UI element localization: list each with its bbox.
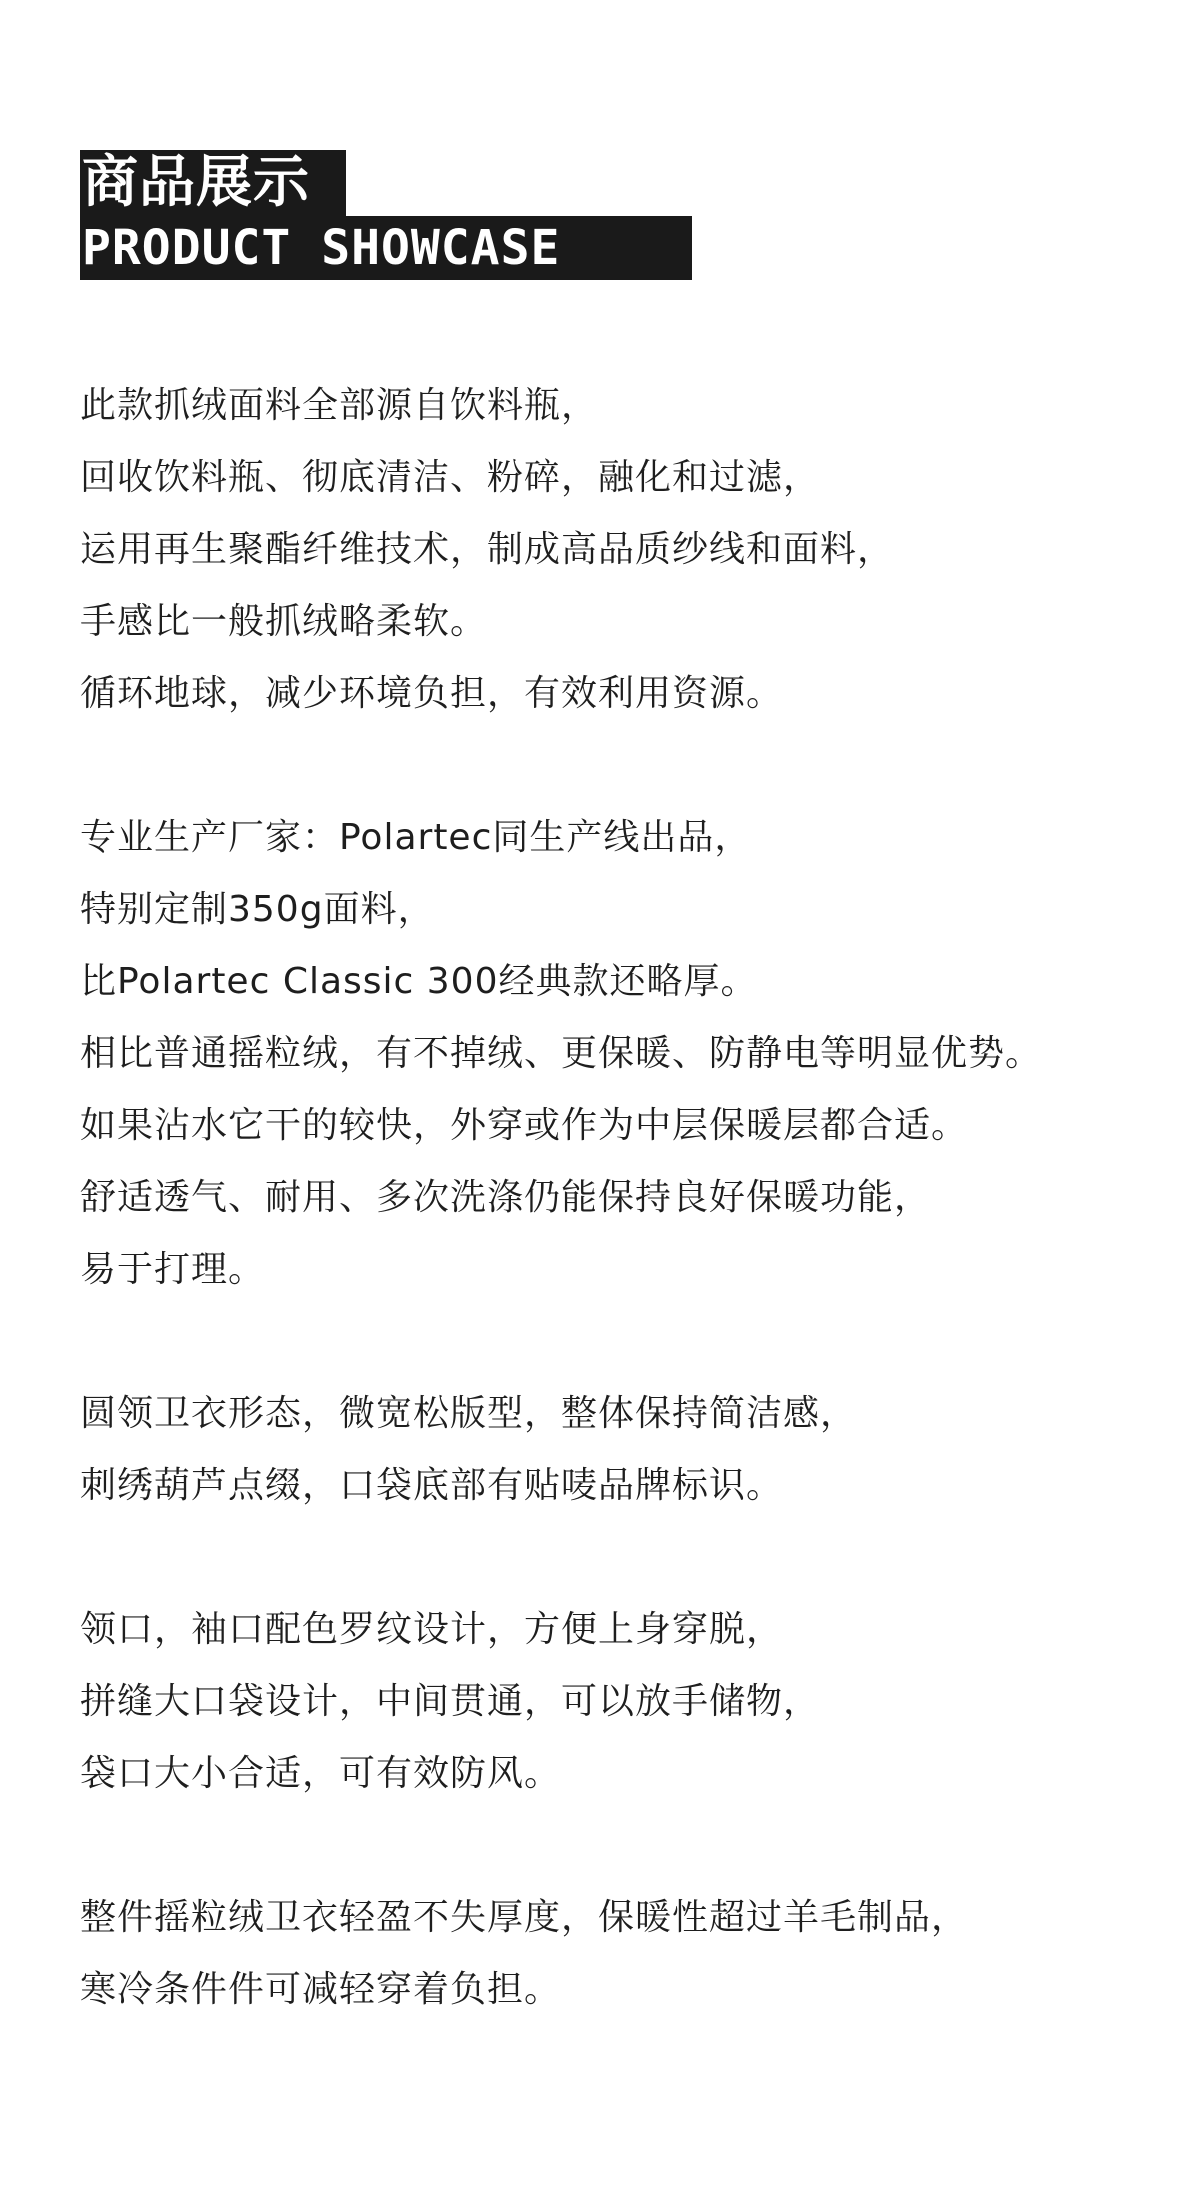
text-line: 运用再生聚酯纤维技术，制成高品质纱线和面料， bbox=[80, 529, 895, 570]
text-line: 刺绣葫芦点缀，口袋底部有贴唛品牌标识。 bbox=[80, 1465, 784, 1506]
text-line: 袋口大小合适，可有效防风。 bbox=[80, 1753, 562, 1794]
paragraph-warmth bbox=[80, 1882, 1190, 2026]
text-line: 领口，袖口配色罗纹设计，方便上身穿脱， bbox=[80, 1609, 784, 1650]
text-line: 易于打理。 bbox=[80, 1249, 266, 1290]
text-line: 回收饮料瓶、彻底清洁、粉碎，融化和过滤， bbox=[80, 457, 821, 498]
text-line: 比Polartec Classic 300经典款还略厚。 bbox=[80, 961, 758, 1002]
text-line: 如果沾水它干的较快，外穿或作为中层保暖层都合适。 bbox=[80, 1105, 969, 1146]
text-line: 此款抓绒面料全部源自饮料瓶， bbox=[80, 385, 599, 426]
paragraph-manufacturer bbox=[80, 802, 1190, 1306]
heading-title-en: PRODUCT SHOWCASE bbox=[80, 216, 692, 280]
product-description bbox=[80, 370, 1190, 2026]
text-line: 专业生产厂家：Polartec同生产线出品， bbox=[80, 817, 752, 858]
text-line: 寒冷条件件可减轻穿着负担。 bbox=[80, 1969, 562, 2010]
text-line: 特别定制350g面料， bbox=[80, 889, 435, 930]
paragraph-style bbox=[80, 1378, 1190, 1522]
text-line: 循环地球，减少环境负担，有效利用资源。 bbox=[80, 673, 784, 714]
heading-title-cn: 商品展示 bbox=[80, 150, 346, 216]
text-line: 相比普通摇粒绒，有不掉绒、更保暖、防静电等明显优势。 bbox=[80, 1033, 1043, 1074]
section-heading bbox=[80, 150, 692, 280]
paragraph-material bbox=[80, 370, 1190, 730]
text-line: 手感比一般抓绒略柔软。 bbox=[80, 601, 488, 642]
text-line: 拼缝大口袋设计，中间贯通，可以放手储物， bbox=[80, 1681, 821, 1722]
text-line: 整件摇粒绒卫衣轻盈不失厚度，保暖性超过羊毛制品， bbox=[80, 1897, 969, 1938]
paragraph-design bbox=[80, 1594, 1190, 1810]
text-line: 舒适透气、耐用、多次洗涤仍能保持良好保暖功能， bbox=[80, 1177, 932, 1218]
text-line: 圆领卫衣形态，微宽松版型，整体保持简洁感， bbox=[80, 1393, 858, 1434]
